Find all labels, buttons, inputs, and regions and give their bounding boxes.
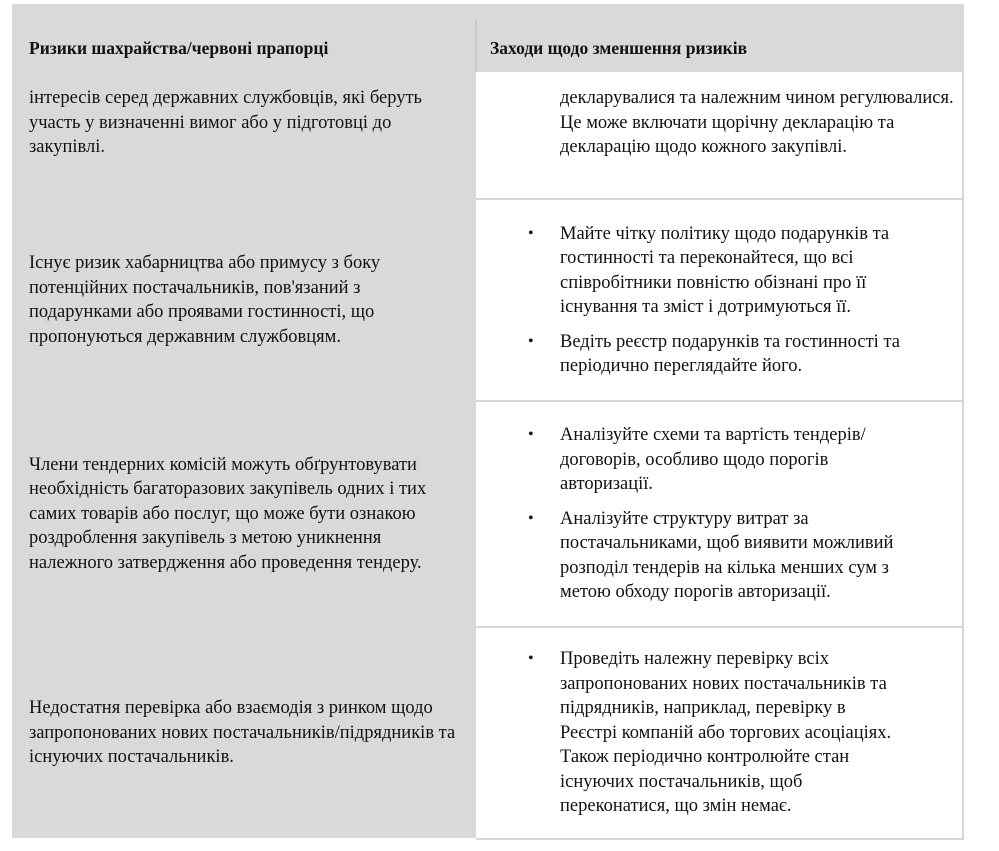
mitigation-list bbox=[476, 222, 906, 379]
bullet-icon: • bbox=[528, 509, 534, 527]
mitigation-cell bbox=[476, 402, 962, 626]
table-border bbox=[962, 402, 964, 626]
risk-text: інтересів серед державних службовців, які беруть участь у визначенні вимог або у підготовці до закупівлі. bbox=[29, 88, 422, 157]
table-border bbox=[962, 628, 964, 838]
table-header bbox=[12, 4, 964, 72]
risk-mitigation-table bbox=[12, 4, 964, 838]
mitigation-item bbox=[476, 222, 906, 320]
table-border bbox=[962, 200, 964, 400]
header-mitigation: Заходи щодо зменшення ризиків bbox=[490, 38, 748, 58]
risk-text: Існує ризик хабарництва або примусу з боку потенційних постачальників, пов'язаний з подарунками або проявами гостинності, що пропонуються державним службовцям. bbox=[29, 253, 381, 347]
table-border bbox=[962, 72, 964, 198]
mitigation-item bbox=[476, 647, 906, 819]
bullet-icon: • bbox=[528, 426, 534, 444]
mitigation-text: декларувалися та належним чином регулювалися. Це може включати щорічну декларацію та декларацію щодо кожного закупівлі. bbox=[560, 88, 954, 157]
risk-cell bbox=[12, 402, 476, 626]
mitigation-cell bbox=[476, 200, 962, 400]
mitigation-cell bbox=[476, 628, 962, 838]
risk-cell bbox=[12, 628, 476, 838]
mitigation-item bbox=[476, 330, 906, 379]
mitigation-list bbox=[476, 423, 906, 605]
header-risks: Ризики шахрайства/червоні прапорці bbox=[29, 38, 329, 58]
table-row bbox=[12, 200, 964, 400]
risk-cell bbox=[12, 72, 476, 198]
risk-text: Члени тендерних комісій можуть обґрунтовувати необхідність багаторазових закупівель одних і тих самих товарів або послуг, що може бути ознакою роздроблення закупівель з метою уникнення належного затвердження або проведення тендеру. bbox=[29, 454, 427, 573]
risk-cell bbox=[12, 200, 476, 400]
mitigation-item-text: Проведіть належну перевірку всіх запропонованих нових постачальників та підрядників, наприклад, перевірку в Реєстрі компаній або торгових асоціаціях. Також періодично контролюйте стан існуючих постачальників, щоб переконатися, що змін немає. bbox=[560, 649, 892, 817]
bullet-icon: • bbox=[528, 224, 534, 242]
mitigation-list bbox=[476, 647, 906, 819]
mitigation-item-text: Аналізуйте схеми та вартість тендерів/договорів, особливо щодо порогів авторизації. bbox=[560, 425, 866, 495]
mitigation-item-text: Майте чітку політику щодо подарунків та гостинності та переконайтеся, що всі співробітники повністю обізнані про її існування та зміст і дотримуються її. bbox=[560, 223, 890, 317]
table-row bbox=[12, 402, 964, 626]
table-row bbox=[12, 628, 964, 838]
mitigation-item bbox=[476, 423, 906, 497]
bullet-icon: • bbox=[528, 650, 534, 668]
table-border bbox=[476, 838, 964, 840]
mitigation-item-text: Аналізуйте структуру витрат за постачальниками, щоб виявити можливий розподіл тендерів на кілька менших сум з метою обходу порогів авторизації. bbox=[560, 508, 894, 603]
mitigation-cell bbox=[476, 72, 962, 198]
mitigation-item-text: Ведіть реєстр подарунків та гостинності та періодично переглядайте його. bbox=[560, 331, 900, 376]
risk-text: Недостатня перевірка або взаємодія з ринком щодо запропонованих нових постачальників/підрядників та існуючих постачальників. bbox=[29, 698, 456, 768]
header-divider bbox=[475, 19, 477, 72]
mitigation-item bbox=[476, 507, 906, 605]
bullet-icon: • bbox=[528, 332, 534, 350]
table-row bbox=[12, 72, 964, 198]
